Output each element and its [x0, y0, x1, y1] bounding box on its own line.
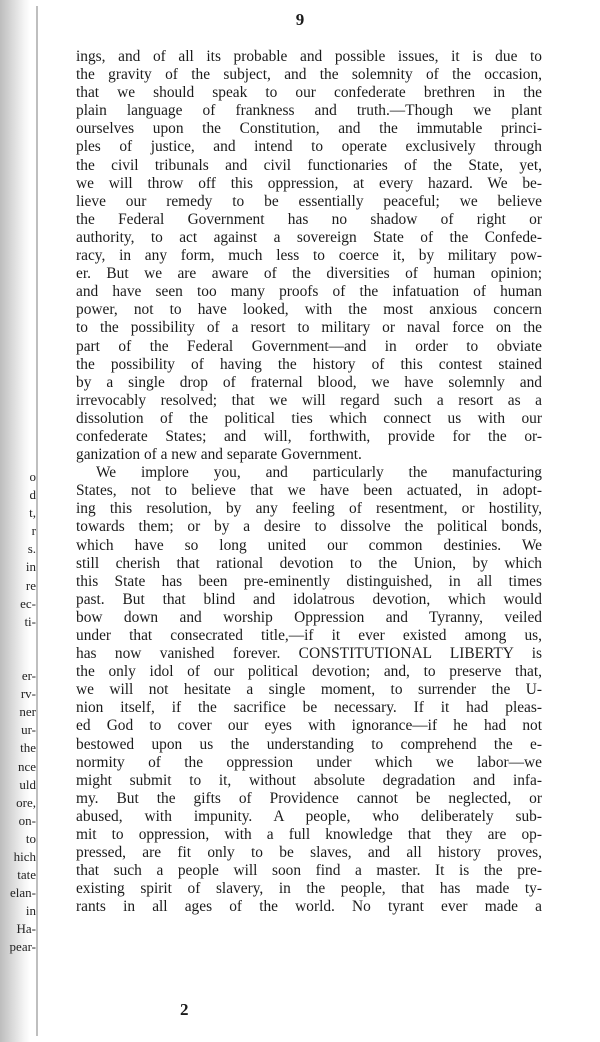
fragment: ner	[19, 704, 36, 720]
signature-mark: 2	[180, 1000, 189, 1019]
fragment	[0, 649, 38, 667]
text-line: the Federal Government has no shadow of right or	[76, 210, 542, 228]
text-line: authority, to act against a sovereign State of the Confede-	[76, 228, 542, 246]
text-line: confederate States; and will, forthwith, provide for the or-	[76, 427, 542, 445]
fragment: on-	[18, 812, 36, 828]
fragment: o	[29, 469, 36, 484]
text-line: normity of the oppression under which we labor—we	[76, 753, 542, 771]
text-line: the civil tribunals and civil functionaries of the State, yet,	[76, 156, 542, 174]
text-line: still cherish that rational devotion to the Union, by which	[76, 554, 542, 572]
text-line: the only idol of our political devotion; and, to preserve that,	[76, 663, 542, 681]
text-line: bow down and worship Oppression and Tyranny, veiled	[76, 608, 542, 626]
text-line: that we should speak to our confederate brethren in the	[76, 84, 542, 102]
text-line: towards them; or by a desire to dissolve the political bonds,	[76, 518, 542, 536]
text-line: ourselves upon the Constitution, and the immutable princi-	[76, 120, 542, 138]
fragment: t,	[29, 505, 36, 521]
text-line: nion itself, if the sacrifice be necessary. If it had pleas-	[76, 699, 542, 717]
fragment: r	[31, 523, 36, 539]
fragment: ore,	[16, 794, 36, 810]
fragment: uld	[19, 776, 36, 792]
fragment: tate	[17, 867, 36, 883]
text-line: power, not to have looked, with the most anxious concern	[76, 301, 542, 319]
text-line: we will not hesitate a single moment, to surrender the U-	[76, 681, 542, 699]
text-line: to the possibility of a resort to military or naval force on the	[76, 319, 542, 337]
text-line: er. But we are aware of the diversities of human opinion;	[76, 265, 542, 283]
fragment: er-	[21, 668, 36, 684]
fragment: in	[25, 559, 36, 575]
text-line: rants in all ages of the world. No tyrant ever made a	[76, 898, 542, 916]
fragment: s.	[27, 541, 36, 557]
fragment: ti-	[24, 613, 36, 629]
text-line: racy, in any form, much less to coerce it, by military pow-	[76, 247, 542, 265]
fragment: in	[25, 903, 36, 919]
text-line: by a single drop of fraternal blood, we have solemnly and	[76, 373, 542, 391]
text-line: dissolution of the political ties which connect us with our	[76, 409, 542, 427]
text-line: ing this resolution, by any feeling of resentment, or hostility,	[76, 500, 542, 518]
text-line: this State has been pre-eminently distinguished, in all times	[76, 572, 542, 590]
body-text	[76, 48, 542, 917]
text-line: lieve our remedy to be essentially peaceful; we believe	[76, 192, 542, 210]
text-line: that such a people will soon find a master. It is the pre-	[76, 862, 542, 880]
text-line: irrevocably resolved; that we will regard such a resort as a	[76, 391, 542, 409]
text-line: mit to oppression, with a full knowledge that they are op-	[76, 826, 542, 844]
fragment: Ha-	[16, 921, 36, 937]
fragment: to	[25, 830, 36, 846]
text-line: part of the Federal Government—and in order to obviate	[76, 337, 542, 355]
text-line: existing spirit of slavery, in the people, that has made ty-	[76, 880, 542, 898]
text-line: has now vanished forever. CONSTITUTIONAL LIBERTY is	[76, 645, 542, 663]
fragment: d	[29, 487, 36, 503]
text-line: the possibility of having the history of this contest stained	[76, 355, 542, 373]
fragment: ur-	[21, 722, 36, 738]
text-line: past. But that blind and idolatrous devotion, which would	[76, 590, 542, 608]
fragment: pear-	[9, 939, 36, 955]
text-line: the gravity of the subject, and the solemnity of the occasion,	[76, 66, 542, 84]
text-line: we will throw off this oppression, at every hazard. We be-	[76, 174, 542, 192]
text-line: pressed, are fit only to be slaves, and all history proves,	[76, 844, 542, 862]
text-line: abused, with impunity. A people, who deliberately sub-	[76, 807, 542, 825]
text-line: ganization of a new and separate Government.	[76, 446, 362, 464]
fragment	[0, 631, 38, 649]
fragment: re	[25, 577, 36, 593]
fragment: the	[20, 740, 36, 756]
text-line: might submit to it, without absolute degradation and infa-	[76, 771, 542, 789]
text-line: ples of justice, and intend to operate exclusively through	[76, 138, 542, 156]
text-line: States, not to believe that we have been actuated, in adopt-	[76, 482, 542, 500]
text-line: and have seen too many proofs of the infatuation of human	[76, 283, 542, 301]
text-line: ed God to cover our eyes with ignorance—if he had not	[76, 717, 542, 735]
fragment: hich	[13, 848, 36, 864]
page-number: 9	[295, 10, 305, 29]
text-line: bestowed upon us the understanding to comprehend the e-	[76, 735, 542, 753]
fragment: nce	[17, 758, 36, 774]
text-line: ings, and of all its probable and possible issues, it is due to	[76, 48, 542, 65]
text-line: We implore you, and particularly the manufacturing	[96, 464, 542, 482]
text-line: which have so long united our common destinies. We	[76, 536, 542, 554]
fragment: elan-	[10, 885, 36, 901]
text-line: under that consecrated title,—if it ever existed among us,	[76, 627, 542, 644]
text-line: plain language of frankness and truth.—Though we plant	[76, 102, 542, 120]
fragment: ec-	[20, 595, 36, 611]
text-line: my. But the gifts of Providence cannot be neglected, or	[76, 789, 542, 807]
facing-page-fragments	[0, 468, 38, 957]
fragment: rv-	[20, 686, 36, 702]
